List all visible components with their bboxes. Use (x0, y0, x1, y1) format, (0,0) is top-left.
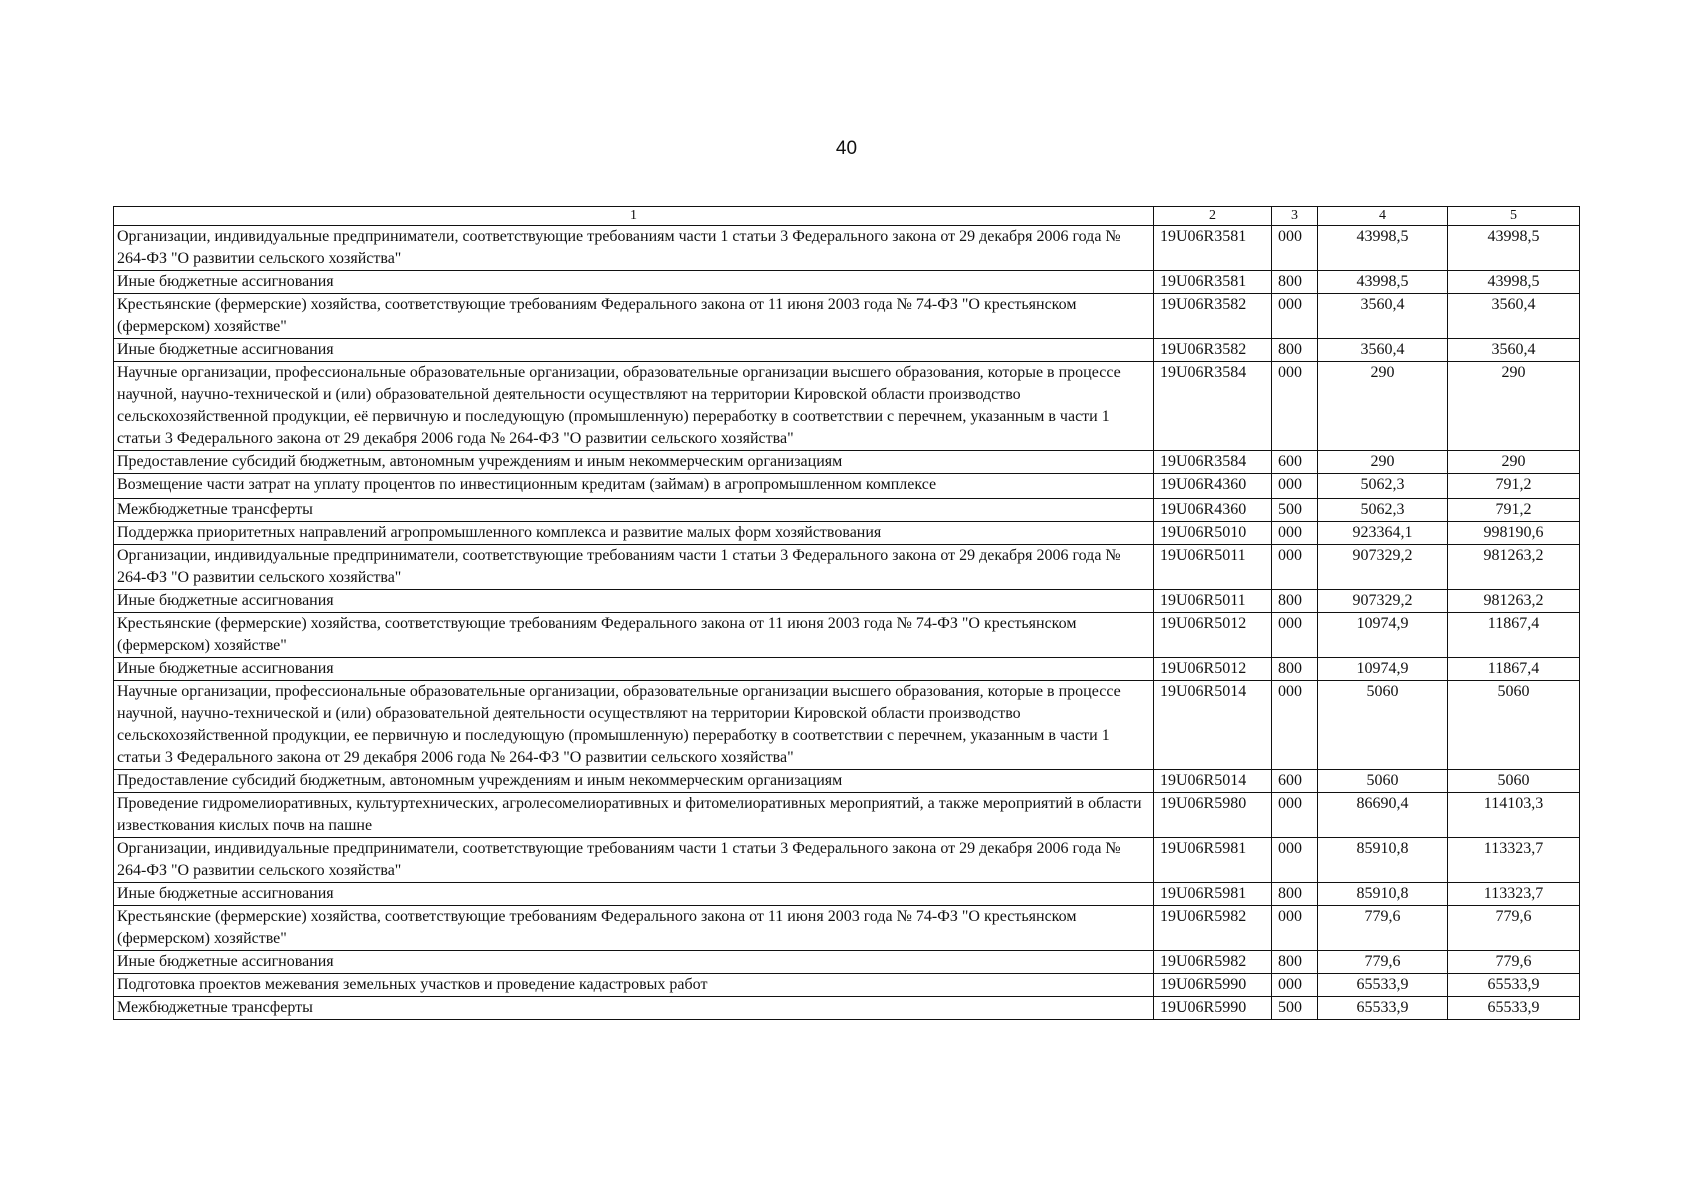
cell-value-1: 65533,9 (1318, 997, 1448, 1020)
cell-code: 19U06R5982 (1154, 906, 1272, 951)
cell-name: Иные бюджетные ассигнования (114, 883, 1154, 906)
cell-kvr: 800 (1272, 339, 1318, 362)
cell-name: Иные бюджетные ассигнования (114, 658, 1154, 681)
cell-value-1: 5062,3 (1318, 474, 1448, 499)
cell-name: Предоставление субсидий бюджетным, автономным учреждениям и иным некоммерческим организациям (114, 451, 1154, 474)
cell-value-2: 3560,4 (1448, 294, 1580, 339)
table-row (114, 474, 1580, 499)
table-row (114, 681, 1580, 770)
cell-code: 19U06R5012 (1154, 613, 1272, 658)
cell-code: 19U06R5990 (1154, 997, 1272, 1020)
cell-value-2: 65533,9 (1448, 997, 1580, 1020)
cell-value-1: 923364,1 (1318, 522, 1448, 545)
cell-kvr: 000 (1272, 294, 1318, 339)
cell-value-1: 10974,9 (1318, 658, 1448, 681)
cell-value-2: 114103,3 (1448, 793, 1580, 838)
cell-value-1: 86690,4 (1318, 793, 1448, 838)
cell-value-1: 907329,2 (1318, 590, 1448, 613)
header-cell-name: 1 (114, 207, 1154, 226)
cell-code: 19U06R3582 (1154, 339, 1272, 362)
cell-value-1: 43998,5 (1318, 271, 1448, 294)
cell-kvr: 500 (1272, 499, 1318, 522)
cell-code: 19U06R5014 (1154, 681, 1272, 770)
table-row (114, 362, 1580, 451)
cell-name: Предоставление субсидий бюджетным, автономным учреждениям и иным некоммерческим организациям (114, 770, 1154, 793)
cell-value-1: 907329,2 (1318, 545, 1448, 590)
cell-name: Подготовка проектов межевания земельных участков и проведение кадастровых работ (114, 974, 1154, 997)
cell-value-2: 5060 (1448, 681, 1580, 770)
cell-kvr: 600 (1272, 451, 1318, 474)
cell-code: 19U06R5011 (1154, 590, 1272, 613)
cell-kvr: 000 (1272, 226, 1318, 271)
cell-name: Иные бюджетные ассигнования (114, 271, 1154, 294)
cell-name: Иные бюджетные ассигнования (114, 339, 1154, 362)
cell-value-1: 5062,3 (1318, 499, 1448, 522)
cell-kvr: 000 (1272, 613, 1318, 658)
cell-code: 19U06R3584 (1154, 451, 1272, 474)
table-row (114, 613, 1580, 658)
budget-table (113, 206, 1580, 1020)
cell-value-1: 43998,5 (1318, 226, 1448, 271)
cell-value-2: 290 (1448, 451, 1580, 474)
cell-code: 19U06R5981 (1154, 838, 1272, 883)
header-row (114, 207, 1580, 226)
cell-code: 19U06R5014 (1154, 770, 1272, 793)
cell-kvr: 800 (1272, 951, 1318, 974)
cell-name: Межбюджетные трансферты (114, 499, 1154, 522)
table-row (114, 838, 1580, 883)
cell-code: 19U06R3582 (1154, 294, 1272, 339)
cell-kvr: 000 (1272, 793, 1318, 838)
table-row (114, 974, 1580, 997)
cell-code: 19U06R5981 (1154, 883, 1272, 906)
table-row (114, 545, 1580, 590)
cell-kvr: 000 (1272, 906, 1318, 951)
cell-value-1: 85910,8 (1318, 883, 1448, 906)
cell-code: 19U06R5012 (1154, 658, 1272, 681)
cell-value-2: 11867,4 (1448, 613, 1580, 658)
cell-kvr: 500 (1272, 997, 1318, 1020)
table-row (114, 590, 1580, 613)
cell-value-1: 779,6 (1318, 951, 1448, 974)
cell-value-2: 11867,4 (1448, 658, 1580, 681)
cell-kvr: 800 (1272, 883, 1318, 906)
cell-value-1: 5060 (1318, 681, 1448, 770)
table-body (114, 226, 1580, 1020)
cell-value-2: 779,6 (1448, 951, 1580, 974)
cell-kvr: 600 (1272, 770, 1318, 793)
cell-value-1: 3560,4 (1318, 294, 1448, 339)
table-row (114, 883, 1580, 906)
table-row (114, 271, 1580, 294)
cell-name: Научные организации, профессиональные образовательные организации, образовательные организации высшего образования, которые в процессе научной, научно-технической и (или) образовательной деятельности осуществляют на территории Кировской области производство сельскохозяйственной продукции, её первичную и последующую (промышленную) переработку в соответствии с перечнем, указанным в части 1 статьи 3 Федерального закона от 29 декабря 2006 года № 264-ФЗ "О развитии сельского хозяйства" (114, 362, 1154, 451)
cell-code: 19U06R5990 (1154, 974, 1272, 997)
cell-code: 19U06R3584 (1154, 362, 1272, 451)
page-number: 40 (835, 138, 858, 159)
cell-kvr: 000 (1272, 362, 1318, 451)
cell-code: 19U06R4360 (1154, 499, 1272, 522)
table-row (114, 451, 1580, 474)
cell-name: Поддержка приоритетных направлений агропромышленного комплекса и развитие малых форм хозяйствования (114, 522, 1154, 545)
cell-code: 19U06R5011 (1154, 545, 1272, 590)
table-header (114, 207, 1580, 226)
table-row (114, 226, 1580, 271)
cell-kvr: 800 (1272, 590, 1318, 613)
cell-value-2: 65533,9 (1448, 974, 1580, 997)
cell-kvr: 000 (1272, 974, 1318, 997)
cell-value-2: 5060 (1448, 770, 1580, 793)
cell-name: Организации, индивидуальные предприниматели, соответствующие требованиям части 1 статьи 3 Федерального закона от 29 декабря 2006 года № 264-ФЗ "О развитии сельского хозяйства" (114, 226, 1154, 271)
cell-code: 19U06R5982 (1154, 951, 1272, 974)
cell-value-1: 85910,8 (1318, 838, 1448, 883)
table-row (114, 997, 1580, 1020)
header-cell-value-1: 4 (1318, 207, 1448, 226)
cell-name: Организации, индивидуальные предприниматели, соответствующие требованиям части 1 статьи 3 Федерального закона от 29 декабря 2006 года № 264-ФЗ "О развитии сельского хозяйства" (114, 545, 1154, 590)
cell-name: Межбюджетные трансферты (114, 997, 1154, 1020)
table-row (114, 522, 1580, 545)
cell-value-2: 981263,2 (1448, 545, 1580, 590)
cell-value-2: 113323,7 (1448, 838, 1580, 883)
cell-name: Иные бюджетные ассигнования (114, 590, 1154, 613)
cell-name: Крестьянские (фермерские) хозяйства, соответствующие требованиям Федерального закона от 11 июня 2003 года № 74-ФЗ "О крестьянском (фермерском) хозяйстве" (114, 906, 1154, 951)
cell-name: Научные организации, профессиональные образовательные организации, образовательные организации высшего образования, которые в процессе научной, научно-технической и (или) образовательной деятельности осуществляют на территории Кировской области производство сельскохозяйственной продукции, ее первичную и последующую (промышленную) переработку в соответствии с перечнем, указанным в части 1 статьи 3 Федерального закона от 29 декабря 2006 года № 264-ФЗ "О развитии сельского хозяйства" (114, 681, 1154, 770)
table-row (114, 499, 1580, 522)
cell-value-1: 5060 (1318, 770, 1448, 793)
cell-value-1: 290 (1318, 362, 1448, 451)
cell-code: 19U06R5980 (1154, 793, 1272, 838)
cell-code: 19U06R5010 (1154, 522, 1272, 545)
cell-value-2: 3560,4 (1448, 339, 1580, 362)
cell-name: Проведение гидромелиоративных, культуртехнических, агролесомелиоративных и фитомелиоративных мероприятий, а также мероприятий в области известкования кислых почв на пашне (114, 793, 1154, 838)
cell-value-1: 779,6 (1318, 906, 1448, 951)
cell-value-2: 779,6 (1448, 906, 1580, 951)
cell-kvr: 000 (1272, 838, 1318, 883)
cell-name: Возмещение части затрат на уплату процентов по инвестиционным кредитам (займам) в агропромышленном комплексе (114, 474, 1154, 499)
cell-value-1: 65533,9 (1318, 974, 1448, 997)
cell-kvr: 000 (1272, 522, 1318, 545)
cell-value-2: 981263,2 (1448, 590, 1580, 613)
cell-kvr: 000 (1272, 545, 1318, 590)
table-row (114, 770, 1580, 793)
cell-code: 19U06R3581 (1154, 271, 1272, 294)
cell-value-2: 290 (1448, 362, 1580, 451)
table-row (114, 294, 1580, 339)
cell-value-1: 290 (1318, 451, 1448, 474)
table-row (114, 906, 1580, 951)
cell-kvr: 800 (1272, 658, 1318, 681)
cell-kvr: 000 (1272, 681, 1318, 770)
cell-value-2: 998190,6 (1448, 522, 1580, 545)
table-row (114, 793, 1580, 838)
cell-name: Иные бюджетные ассигнования (114, 951, 1154, 974)
cell-value-2: 43998,5 (1448, 271, 1580, 294)
table-row (114, 658, 1580, 681)
cell-value-2: 43998,5 (1448, 226, 1580, 271)
cell-kvr: 000 (1272, 474, 1318, 499)
cell-code: 19U06R4360 (1154, 474, 1272, 499)
cell-name: Организации, индивидуальные предприниматели, соответствующие требованиям части 1 статьи 3 Федерального закона от 29 декабря 2006 года № 264-ФЗ "О развитии сельского хозяйства" (114, 838, 1154, 883)
table-row (114, 951, 1580, 974)
table-row (114, 339, 1580, 362)
cell-value-1: 10974,9 (1318, 613, 1448, 658)
header-cell-code: 2 (1154, 207, 1272, 226)
cell-value-2: 791,2 (1448, 499, 1580, 522)
cell-value-2: 113323,7 (1448, 883, 1580, 906)
cell-name: Крестьянские (фермерские) хозяйства, соответствующие требованиям Федерального закона от 11 июня 2003 года № 74-ФЗ "О крестьянском (фермерском) хозяйстве" (114, 294, 1154, 339)
cell-kvr: 800 (1272, 271, 1318, 294)
cell-code: 19U06R3581 (1154, 226, 1272, 271)
header-cell-value-2: 5 (1448, 207, 1580, 226)
cell-value-2: 791,2 (1448, 474, 1580, 499)
header-cell-kvr: 3 (1272, 207, 1318, 226)
cell-name: Крестьянские (фермерские) хозяйства, соответствующие требованиям Федерального закона от 11 июня 2003 года № 74-ФЗ "О крестьянском (фермерском) хозяйстве" (114, 613, 1154, 658)
cell-value-1: 3560,4 (1318, 339, 1448, 362)
